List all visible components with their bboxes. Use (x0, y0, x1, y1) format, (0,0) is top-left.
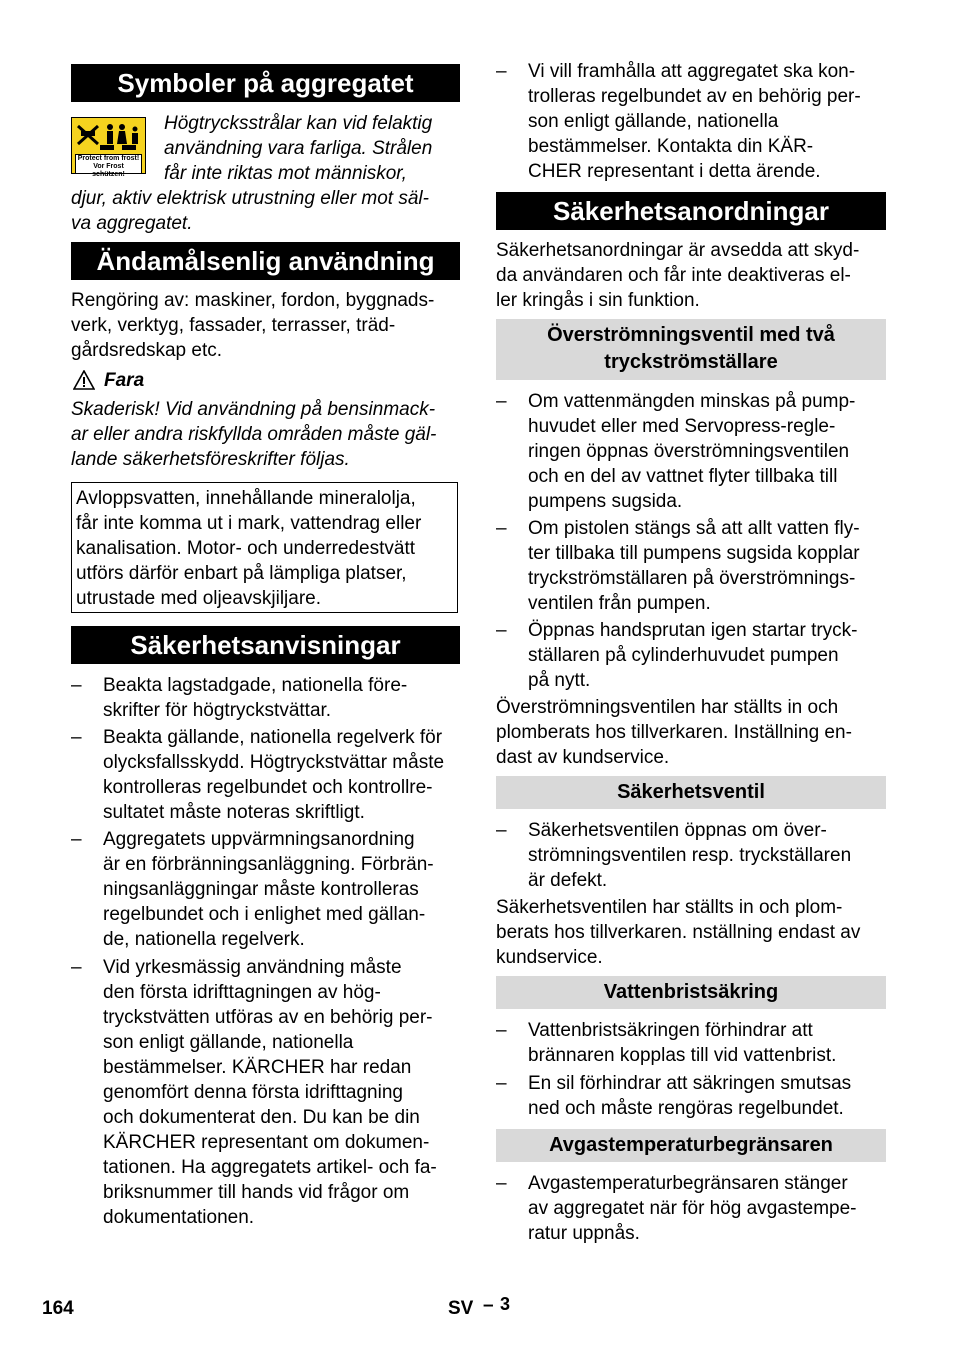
fara-text: Skaderisk! Vid användning på bensinmack- ar eller andra riskfyllda områden måste gäl- lande säkerhetsföreskrifter följas. (71, 399, 437, 470)
heading-symboler: Symboler på aggregatet (71, 64, 460, 102)
symbol-text-indented: Högtrycksstrålar kan vid felaktig användning vara farliga. Strålen får inte riktas mot människor, (164, 113, 433, 184)
sub-page-number: 3 (500, 1294, 511, 1314)
sakerhetsventil-text: Säkerhetsventilen har ställts in och plom- berats hos tillverkaren. nställning endast av kundservice. (496, 897, 861, 968)
subheading-sakerhetsventil: Säkerhetsventil (496, 776, 886, 809)
language-code: SV (448, 1298, 474, 1319)
footer-dash: – (483, 1295, 494, 1316)
frost-symbol (71, 117, 146, 178)
heading-andamal: Ändamålsenlig användning (71, 242, 460, 280)
warning-triangle-icon (73, 370, 95, 390)
overstromning-text: Överströmningsventilen har ställts in och plomberats hos tillverkaren. Inställning en- dast av kundservice. (496, 697, 852, 768)
subheading-avgastemperaturbegransaren: Avgastemperaturbegränsaren (496, 1129, 886, 1162)
notice-box: Avloppsvatten, innehållande mineralolja, får inte komma ut i mark, vattendrag eller kanalisation. Motor- och underredestvätt utförs därför enbart på lämpliga platser, utrustade med oljeavskjiljare. (71, 482, 458, 613)
subheading-vattenbristsakring: Vattenbristsäkring (496, 976, 886, 1009)
andamal-text: Rengöring av: maskiner, fordon, byggnads- verk, verktyg, fassader, terrasser, träd- gårdsredskap etc. (71, 290, 435, 361)
subheading-overstromningsventil: Överströmningsventil med två tryckströmställare (496, 319, 886, 380)
anordningar-text: Säkerhetsanordningar är avsedda att skyd- da användaren och får inte deaktiveras el- ler kringås i sin funktion. (496, 240, 860, 311)
fara-label: Fara (104, 370, 145, 391)
page-number: 164 (42, 1298, 74, 1319)
heading-sakerhetsanvisningar: Säkerhetsanvisningar (71, 626, 460, 664)
spray-warning-icon (72, 118, 145, 153)
heading-sakerhetsanordningar: Säkerhetsanordningar (496, 192, 886, 230)
frost-label: Protect from frost! Vor Frost schützen! (75, 154, 142, 174)
symbol-text-full: djur, aktiv elektrisk utrustning eller mot säl- va aggregatet. (71, 188, 429, 234)
